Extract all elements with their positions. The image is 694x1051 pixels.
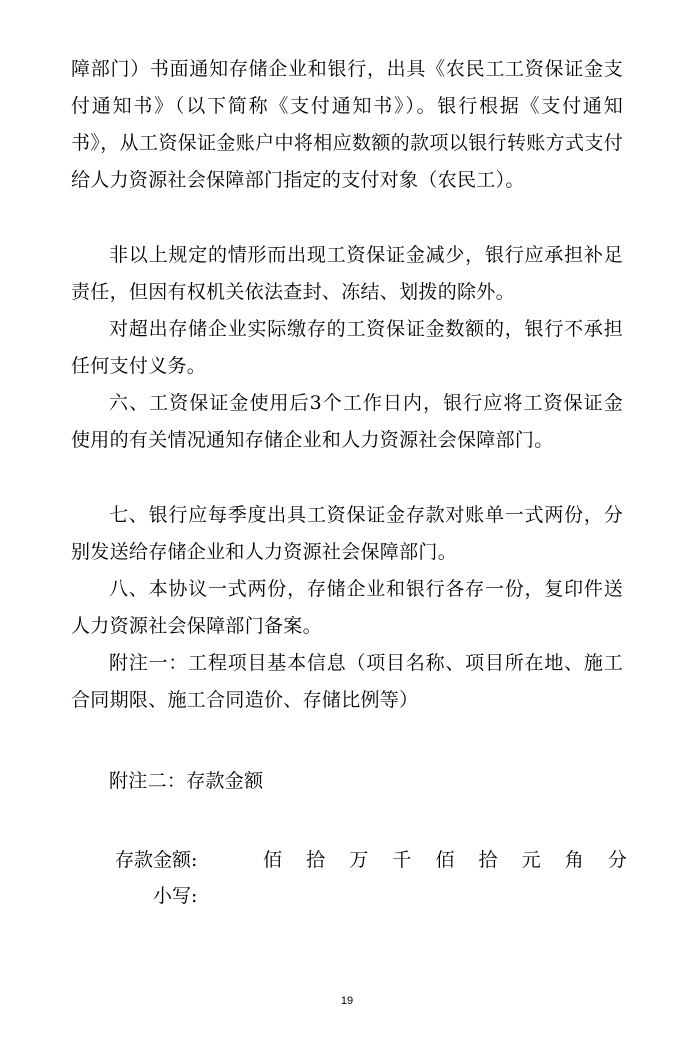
deposit-amount-label: 存款金额: bbox=[115, 849, 198, 871]
amount-unit: 千 bbox=[392, 849, 412, 871]
page-number: 19 bbox=[340, 995, 354, 1007]
amount-unit: 分 bbox=[607, 849, 627, 871]
paragraph-item-seven: 七、银行应每季度出具工资保证金存款对账单一式两份，分别发送给存储企业和人力资源社会保障部门。 bbox=[71, 504, 623, 563]
paragraph-note-two: 附注二：存款金额 bbox=[109, 770, 264, 792]
amount-unit: 拾 bbox=[478, 849, 498, 871]
paragraph-deficiency-liability: 非以上规定的情形而出现工资保证金减少，银行应承担补足责任，但因有权机关依法查封、冻结、划拨的除外。 bbox=[71, 244, 623, 303]
amount-unit: 角 bbox=[564, 849, 584, 871]
paragraph-excess-amount: 对超出存储企业实际缴存的工资保证金数额的，银行不承担任何支付义务。 bbox=[71, 318, 623, 377]
paragraph-note-one: 附注一：工程项目基本信息（项目名称、项目所在地、施工合同期限、施工合同造价、存储比例等） bbox=[71, 652, 623, 711]
amount-unit-list bbox=[263, 842, 627, 879]
amount-unit: 佰 bbox=[263, 849, 283, 871]
amount-unit: 元 bbox=[521, 849, 541, 871]
deposit-amount-row bbox=[115, 842, 627, 879]
paragraph-item-eight: 八、本协议一式两份，存储企业和银行各存一份，复印件送人力资源社会保障部门备案。 bbox=[71, 578, 623, 637]
amount-unit: 拾 bbox=[306, 849, 326, 871]
paragraph-payment-notice: 障部门）书面通知存储企业和银行，出具《农民工工资保证金支付通知书》（以下简称《支付通知书》）。银行根据《支付通知书》，从工资保证金账户中将相应数额的款项以银行转账方式支付给人力资源社会保障部门指定的支付对象（农民工）。 bbox=[71, 58, 623, 191]
amount-unit: 万 bbox=[349, 849, 369, 871]
amount-unit: 佰 bbox=[435, 849, 455, 871]
lowercase-amount-label: 小写: bbox=[153, 885, 198, 907]
paragraph-item-six: 六、工资保证金使用后3个工作日内，银行应将工资保证金使用的有关情况通知存储企业和人力资源社会保障部门。 bbox=[71, 392, 623, 451]
